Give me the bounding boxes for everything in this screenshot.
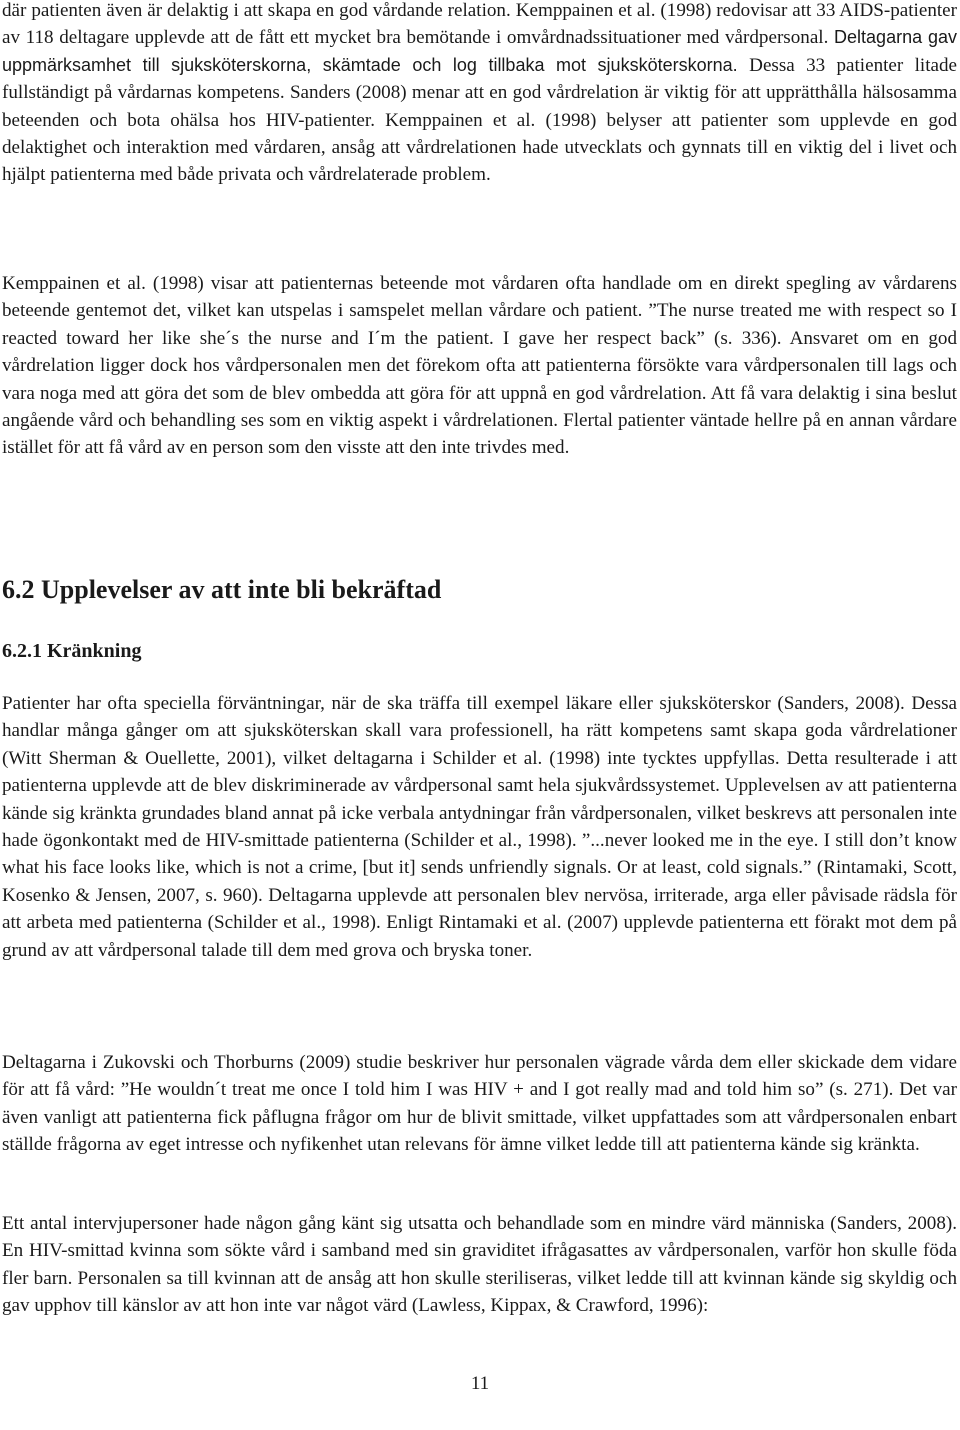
paragraph-text: Dessa 33 patienter litade fullständigt på vårdarnas kompetens. (2, 54, 957, 104)
section-heading: 6.2 Upplevelser av att inte bli bekräftad (2, 575, 442, 604)
page-number: 11 (470, 1373, 490, 1394)
paragraph-text: Sanders (2008) menar att en god vårdrelation är viktig för att upprätthålla hälsosamma beteenden och bota ohälsa hos HIV-patienter. Kemppainen et al. (1998) belyser att patienter som upplevde en god delaktighet och interaktion med vårdaren, ansåg att vårdrelationen hade utvecklats och gynnats till en viktig del i livet och hjälpt patienterna med både privata och vårdrelaterade problem. (2, 82, 957, 186)
paragraph-text: där patienten även är delaktig i att skapa en god vårdande relation. Kemppainen et al. (1998) redovisar att 33 AIDS-patienter av 118 deltagare upplevde att de fått ett mycket bra bemötande i omvårdnadssituationer med vårdpersonal. (2, 0, 957, 49)
subsection-heading: 6.2.1 Kränkning (2, 640, 142, 662)
paragraph-delaktighet (2, 0, 957, 189)
paragraph-text: Ansvaret om en god vårdrelation ligger dock hos vårdpersonalen men det förekom ofta att patienterna försökte vara vårdpersonalen till lags och vara noga med att göra det som de blev ombedda att göra för att uppnå en god vårdrelation. Att få vara delaktig i sina beslut angående vård och behandling ses som en viktig aspekt i vårdrelationen. Flertal patienter väntade hellre på en annan vårdare istället för att få vård av en person som den visste att den inte trivdes med. (2, 327, 958, 459)
paragraph-zukovski: Deltagarna i Zukovski och Thorburns (2009) studie beskriver hur personalen vägrade vårda dem eller skickade dem vidare för att få vård: ”He wouldn´t treat me once I told him I was HIV + and I got really mad and told him so” (s. 271). Det var även vanligt att patienterna fick påflugna frågor om hur de blivit smittade, vilket uppfattades som att vårdpersonalen enbart ställde frågorna av eget intresse och nyfikenhet utan relevans för ämne vilket ledde till att patienterna kände sig kränkta. (2, 1052, 957, 1156)
paragraph-text-sans: Deltagarna gav uppmärksamhet till sjuksköterskorna, skämtade och log tillbaka mot sjuksköterskorna. (2, 27, 957, 75)
paragraph-forvantningar: Patienter har ofta speciella förväntningar, när de ska träffa till exempel läkare eller sjuksköterskor (Sanders, 2008). Dessa handlar många gånger om att sjuksköterskan skall vara professionell, ha rätt kompetens samt skapa goda vårdrelationer (Witt Sherman & Ouellette, 2001), vilket deltagarna i Schilder et al. (1998) inte tycktes uppfyllas. Detta resulterade i att patienterna upplevde att de blev diskriminerade av vårdpersonal samt hela sjukvårdssystemet. Upplevelsen av att patienterna kände sig kränkta grundades bland annat på icke verbala antydningar från vårdpersonalen, vilket beskrevs att personalen inte hade ögonkontakt med de HIV-smittade patienterna (Schilder et al., 1998). ”...never looked me in the eye. I still don’t know what his face looks like, which is not a crime, [but it] sends unfriendly signals. Or at least, cold signals.” (Rintamaki, Scott, Kosenko & Jensen, 2007, s. 960). Deltagarna upplevde att personalen blev nervösa, irriterade, arga eller påvisade rädsla för att arbeta med patienterna (Schilder et al., 1998). Enligt Rintamaki et al. (2007) upplevde patienterna ett förakt mot dem på grund av att vårdpersonal talade till dem med grova och bryska toner. (2, 693, 957, 961)
paragraph-spegling (2, 270, 957, 462)
quote-text: ”The nurse treated me with respect so I reacted toward her like she´s the nurse and I´m the patient. I gave her respect back” (s. 336). (2, 300, 957, 349)
paragraph-sanders: Ett antal intervjupersoner hade någon gång känt sig utsatta och behandlade som en mindre värd människa (Sanders, 2008). En HIV-smittad kvinna som sökte vård i samband med sin graviditet ifrågasattes av vårdpersonalen, varför hon skulle föda fler barn. Personalen sa till kvinnan att de ansåg att hon skulle steriliseras, vilket ledde till att kvinnan kände sig skyldig och gav upphov till känslor av att hon inte var något värd (Lawless, Kippax, & Crawford, 1996): (2, 1213, 957, 1317)
paragraph-text: Kemppainen et al. (1998) visar att patienternas beteende mot vårdaren ofta handlade om en direkt spegling av vårdarens beteende gentemot det, vilket kan utspelas i samspelet mellan vårdare och patient. (2, 273, 957, 322)
